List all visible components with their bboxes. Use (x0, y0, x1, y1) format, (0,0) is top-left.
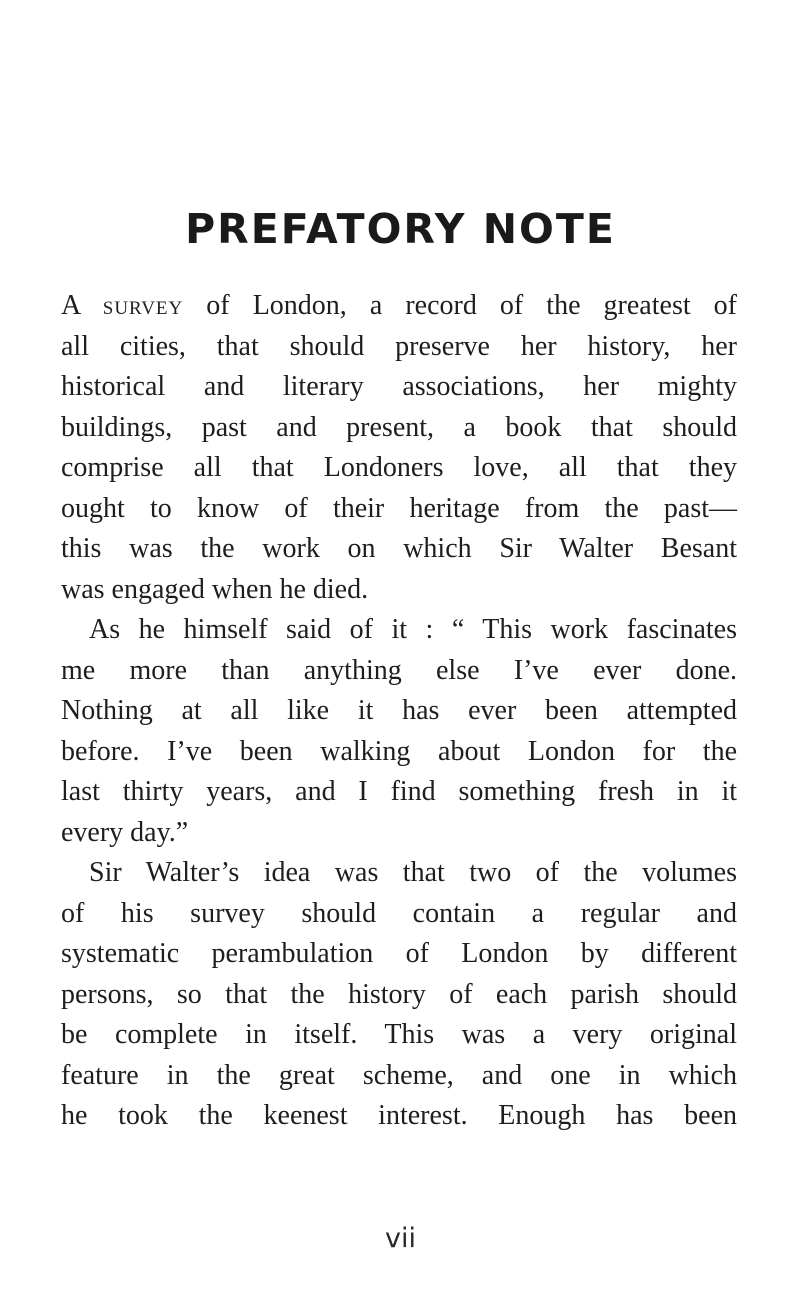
text-line: persons, so that the history of each parish should (61, 978, 737, 1010)
text-line: of his survey should contain a regular and (61, 897, 737, 929)
text-line: be complete in itself. This was a very original (61, 1019, 737, 1050)
text-line: As he himself said of it : “ This work fascinates (89, 614, 737, 645)
text-line (61, 286, 737, 327)
text-line: buildings, past and present, a book that should (61, 411, 737, 443)
small-caps-word: SURVEY (102, 298, 184, 319)
text-line: ought to know of their heritage from the past— (61, 492, 737, 524)
text-line: me more than anything else I’ve ever done. (61, 654, 737, 686)
text-line: last thirty years, and I find something fresh in it (61, 776, 737, 807)
body-text (61, 286, 737, 1137)
page-title: PREFATORY NOTE (185, 205, 616, 253)
text-line: was engaged when he died. (61, 573, 369, 605)
text-line: feature in the great scheme, and one in which (61, 1059, 737, 1091)
text-line: Sir Walter’s idea was that two of the volumes (89, 857, 737, 888)
text-line: before. I’ve been walking about London for the (61, 735, 737, 767)
text-line: this was the work on which Sir Walter Besant (61, 533, 737, 564)
drop-initial: A (61, 290, 80, 321)
text-line: systematic perambulation of London by different (61, 938, 737, 969)
page-number: vii (385, 1223, 416, 1254)
text-line-rest: of London, a record of the greatest of (183, 290, 737, 321)
text-line: Nothing at all like it has ever been attempted (61, 695, 737, 726)
text-line: he took the keenest interest. Enough has been (61, 1100, 737, 1131)
text-line: every day.” (61, 816, 189, 848)
text-line: historical and literary associations, her mighty (61, 371, 737, 402)
text-line: all cities, that should preserve her history, her (61, 330, 737, 362)
text-line: comprise all that Londoners love, all that they (61, 452, 737, 483)
